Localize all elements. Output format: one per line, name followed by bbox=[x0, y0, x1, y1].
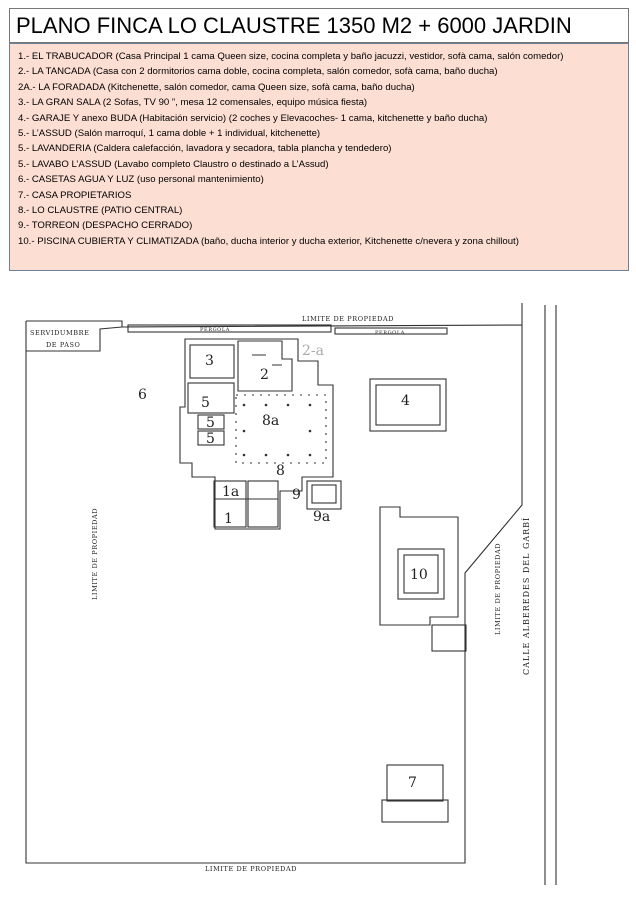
legend-item: 8.- LO CLAUSTRE (PATIO CENTRAL) bbox=[18, 205, 183, 217]
pergola-label: PERGOLA bbox=[200, 327, 231, 333]
room-8-label: 8 bbox=[276, 463, 285, 479]
room-5b-label: 5 bbox=[206, 415, 215, 431]
room-8a-label: 8a bbox=[262, 413, 280, 429]
room-2 bbox=[238, 341, 292, 391]
site-plan bbox=[0, 295, 636, 900]
room-9-label: 9 bbox=[292, 487, 301, 503]
legend-item: 9.- TORREON (DESPACHO CERRADO) bbox=[18, 220, 193, 232]
legend-item: 7.- CASA PROPIETARIOS bbox=[18, 189, 132, 201]
legend-item: 5.- LAVABO L’ASSUD (Lavabo completo Claustro o destinado a L’Assud) bbox=[18, 158, 329, 170]
legend-item: 6.- CASETAS AGUA Y LUZ (uso personal mantenimiento) bbox=[18, 174, 264, 186]
legend-item: 10.- PISCINA CUBIERTA Y CLIMATIZADA (baño, ducha interior y ducha exterior, Kitchenette c/nevera y zona chillout) bbox=[18, 235, 519, 247]
room-5a-label: 5 bbox=[201, 395, 210, 411]
room-2a-label: 2-a bbox=[302, 343, 324, 359]
room-7-label: 7 bbox=[408, 775, 417, 791]
room-5a bbox=[188, 383, 234, 413]
page-title: PLANO FINCA LO CLAUSTRE 1350 M2 + 6000 JARDIN bbox=[9, 8, 629, 43]
servidumbre-label: SERVIDUMBRE bbox=[30, 329, 90, 337]
room-10 bbox=[380, 507, 458, 625]
limite-left-label: LIMITE DE PROPIEDAD bbox=[91, 507, 99, 600]
legend-item: 1.- EL TRABUCADOR (Casa Principal 1 cama Queen size, cocina completa y baño jacuzzi, vestidor, sofà cama, salón comedor) bbox=[18, 51, 564, 62]
street-label: CALLE ALBEREDES DEL GARBÍ bbox=[522, 516, 531, 675]
patio-columns bbox=[243, 404, 312, 457]
legend-item: 2.- LA TANCADA (Casa con 2 dormitorios cama doble, cocina completa, salón comedor, sofà cama, baño ducha) bbox=[18, 66, 498, 78]
room-4-label: 4 bbox=[401, 393, 410, 409]
limite-top-label: LIMITE DE PROPIEDAD bbox=[302, 315, 395, 323]
legend-item: 3.- LA GRAN SALA (2 Sofas, TV 90 ”, mesa 12 comensales, equipo música fiesta) bbox=[18, 97, 368, 109]
room-2-label: 2 bbox=[260, 367, 269, 383]
legend-item: 2A.- LA FORADADA (Kitchenette, salón comedor, cama Queen size, sofà cama, baño ducha) bbox=[18, 81, 415, 93]
room-6-label: 6 bbox=[138, 387, 147, 403]
legend-item: 5.- L’ASSUD (Salón marroquí, 1 cama doble + 1 individual, kitchenette) bbox=[18, 128, 321, 140]
main-building bbox=[180, 339, 333, 529]
property-boundary bbox=[26, 303, 522, 863]
legend-item: 4.- GARAJE Y anexo BUDA (Habitación servicio) (2 coches y Elevacoches- 1 cama, kitchenette y baño ducha) bbox=[18, 112, 488, 124]
room-1-annex bbox=[248, 481, 278, 527]
limite-bottom-label: LIMITE DE PROPIEDAD bbox=[205, 865, 298, 873]
room-9-inner bbox=[312, 485, 336, 503]
pool-annex bbox=[432, 625, 466, 651]
room-10-label: 10 bbox=[410, 567, 428, 583]
room-5c-label: 5 bbox=[206, 431, 215, 447]
limite-right-label: LIMITE DE PROPIEDAD bbox=[494, 542, 502, 635]
legend-item: 5.- LAVANDERIA (Caldera calefacción, lavadora y secadora, tabla plancha y tendedero) bbox=[18, 143, 392, 155]
pergola-label: PERGOLA bbox=[375, 330, 406, 336]
patio-8a bbox=[236, 395, 326, 463]
room-7-porch bbox=[382, 800, 448, 822]
room-9a-label: 9a bbox=[313, 509, 331, 525]
room-3-label: 3 bbox=[205, 353, 214, 369]
legend-box bbox=[9, 43, 629, 271]
servidumbre-label-2: DE PASO bbox=[46, 341, 81, 349]
room-1-label: 1 bbox=[224, 511, 233, 527]
room-1a-label: 1a bbox=[222, 484, 240, 500]
